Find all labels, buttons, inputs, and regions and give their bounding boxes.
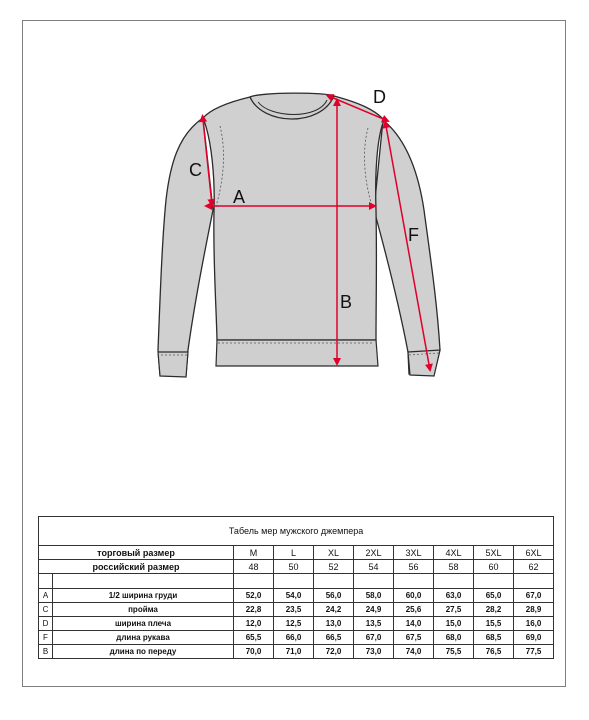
table-cell: 67,0 bbox=[514, 589, 554, 603]
table-cell: 28,9 bbox=[514, 603, 554, 617]
russian-size-cell: 56 bbox=[394, 560, 434, 574]
table-cell: 68,5 bbox=[474, 631, 514, 645]
right-cuff bbox=[408, 350, 440, 376]
table-row bbox=[39, 603, 554, 617]
table-cell: 13,0 bbox=[314, 617, 354, 631]
table-cell: 65,0 bbox=[474, 589, 514, 603]
table-cell: 54,0 bbox=[274, 589, 314, 603]
trade-size-cell: M bbox=[234, 546, 274, 560]
table-cell: 60,0 bbox=[394, 589, 434, 603]
table-row bbox=[39, 645, 554, 659]
table-row bbox=[39, 617, 554, 631]
spacer-row bbox=[39, 574, 554, 589]
russian-size-cell: 54 bbox=[354, 560, 394, 574]
russian-size-cell: 50 bbox=[274, 560, 314, 574]
row-letter: D bbox=[39, 617, 53, 631]
table-cell: 58,0 bbox=[354, 589, 394, 603]
table-cell: 70,0 bbox=[234, 645, 274, 659]
russian-size-label: российский размер bbox=[39, 560, 234, 574]
table-cell: 71,0 bbox=[274, 645, 314, 659]
right-sleeve bbox=[374, 120, 440, 375]
row-letter: C bbox=[39, 603, 53, 617]
table-cell: 52,0 bbox=[234, 589, 274, 603]
label-d: D bbox=[373, 87, 386, 107]
table-cell: 75,5 bbox=[434, 645, 474, 659]
row-letter: A bbox=[39, 589, 53, 603]
table-cell: 23,5 bbox=[274, 603, 314, 617]
size-table bbox=[38, 516, 554, 659]
table-cell: 77,5 bbox=[514, 645, 554, 659]
trade-size-label: торговый размер bbox=[39, 546, 234, 560]
left-sleeve bbox=[158, 118, 213, 376]
trade-size-cell: 4XL bbox=[434, 546, 474, 560]
table-cell: 15,0 bbox=[434, 617, 474, 631]
russian-size-row bbox=[39, 560, 554, 574]
trade-size-cell: 2XL bbox=[354, 546, 394, 560]
table-cell: 63,0 bbox=[434, 589, 474, 603]
table-cell: 68,0 bbox=[434, 631, 474, 645]
sweater-body bbox=[203, 96, 384, 340]
table-cell: 56,0 bbox=[314, 589, 354, 603]
table-cell: 76,5 bbox=[474, 645, 514, 659]
table-cell: 65,5 bbox=[234, 631, 274, 645]
table-cell: 24,2 bbox=[314, 603, 354, 617]
russian-size-cell: 60 bbox=[474, 560, 514, 574]
row-name: 1/2 ширина груди bbox=[53, 589, 234, 603]
russian-size-cell: 52 bbox=[314, 560, 354, 574]
table-cell: 12,5 bbox=[274, 617, 314, 631]
table-cell: 66,5 bbox=[314, 631, 354, 645]
trade-size-cell: XL bbox=[314, 546, 354, 560]
row-name: длина по переду bbox=[53, 645, 234, 659]
table-cell: 24,9 bbox=[354, 603, 394, 617]
waistband bbox=[216, 340, 378, 366]
table-cell: 14,0 bbox=[394, 617, 434, 631]
table-cell: 28,2 bbox=[474, 603, 514, 617]
russian-size-cell: 62 bbox=[514, 560, 554, 574]
russian-size-cell: 48 bbox=[234, 560, 274, 574]
trade-size-cell: L bbox=[274, 546, 314, 560]
trade-size-cell: 3XL bbox=[394, 546, 434, 560]
table-cell: 66,0 bbox=[274, 631, 314, 645]
table-row bbox=[39, 631, 554, 645]
row-name: длина рукава bbox=[53, 631, 234, 645]
table-cell: 15,5 bbox=[474, 617, 514, 631]
trade-size-cell: 5XL bbox=[474, 546, 514, 560]
table-cell: 69,0 bbox=[514, 631, 554, 645]
table-title: Табель мер мужского джемпера bbox=[39, 517, 554, 546]
table-cell: 22,8 bbox=[234, 603, 274, 617]
russian-size-cell: 58 bbox=[434, 560, 474, 574]
table-cell: 16,0 bbox=[514, 617, 554, 631]
label-f: F bbox=[408, 225, 419, 245]
label-c: C bbox=[189, 160, 202, 180]
row-letter: B bbox=[39, 645, 53, 659]
row-name: пройма bbox=[53, 603, 234, 617]
table-row bbox=[39, 589, 554, 603]
label-a: A bbox=[233, 187, 246, 207]
table-cell: 13,5 bbox=[354, 617, 394, 631]
table-cell: 27,5 bbox=[434, 603, 474, 617]
trade-size-cell: 6XL bbox=[514, 546, 554, 560]
table-cell: 25,6 bbox=[394, 603, 434, 617]
table-cell: 72,0 bbox=[314, 645, 354, 659]
row-name: ширина плеча bbox=[53, 617, 234, 631]
row-letter: F bbox=[39, 631, 53, 645]
table-cell: 74,0 bbox=[394, 645, 434, 659]
table-cell: 73,0 bbox=[354, 645, 394, 659]
label-b: B bbox=[340, 292, 353, 312]
trade-size-row bbox=[39, 546, 554, 560]
left-cuff bbox=[158, 352, 188, 377]
table-cell: 12,0 bbox=[234, 617, 274, 631]
table-cell: 67,0 bbox=[354, 631, 394, 645]
table-cell: 67,5 bbox=[394, 631, 434, 645]
